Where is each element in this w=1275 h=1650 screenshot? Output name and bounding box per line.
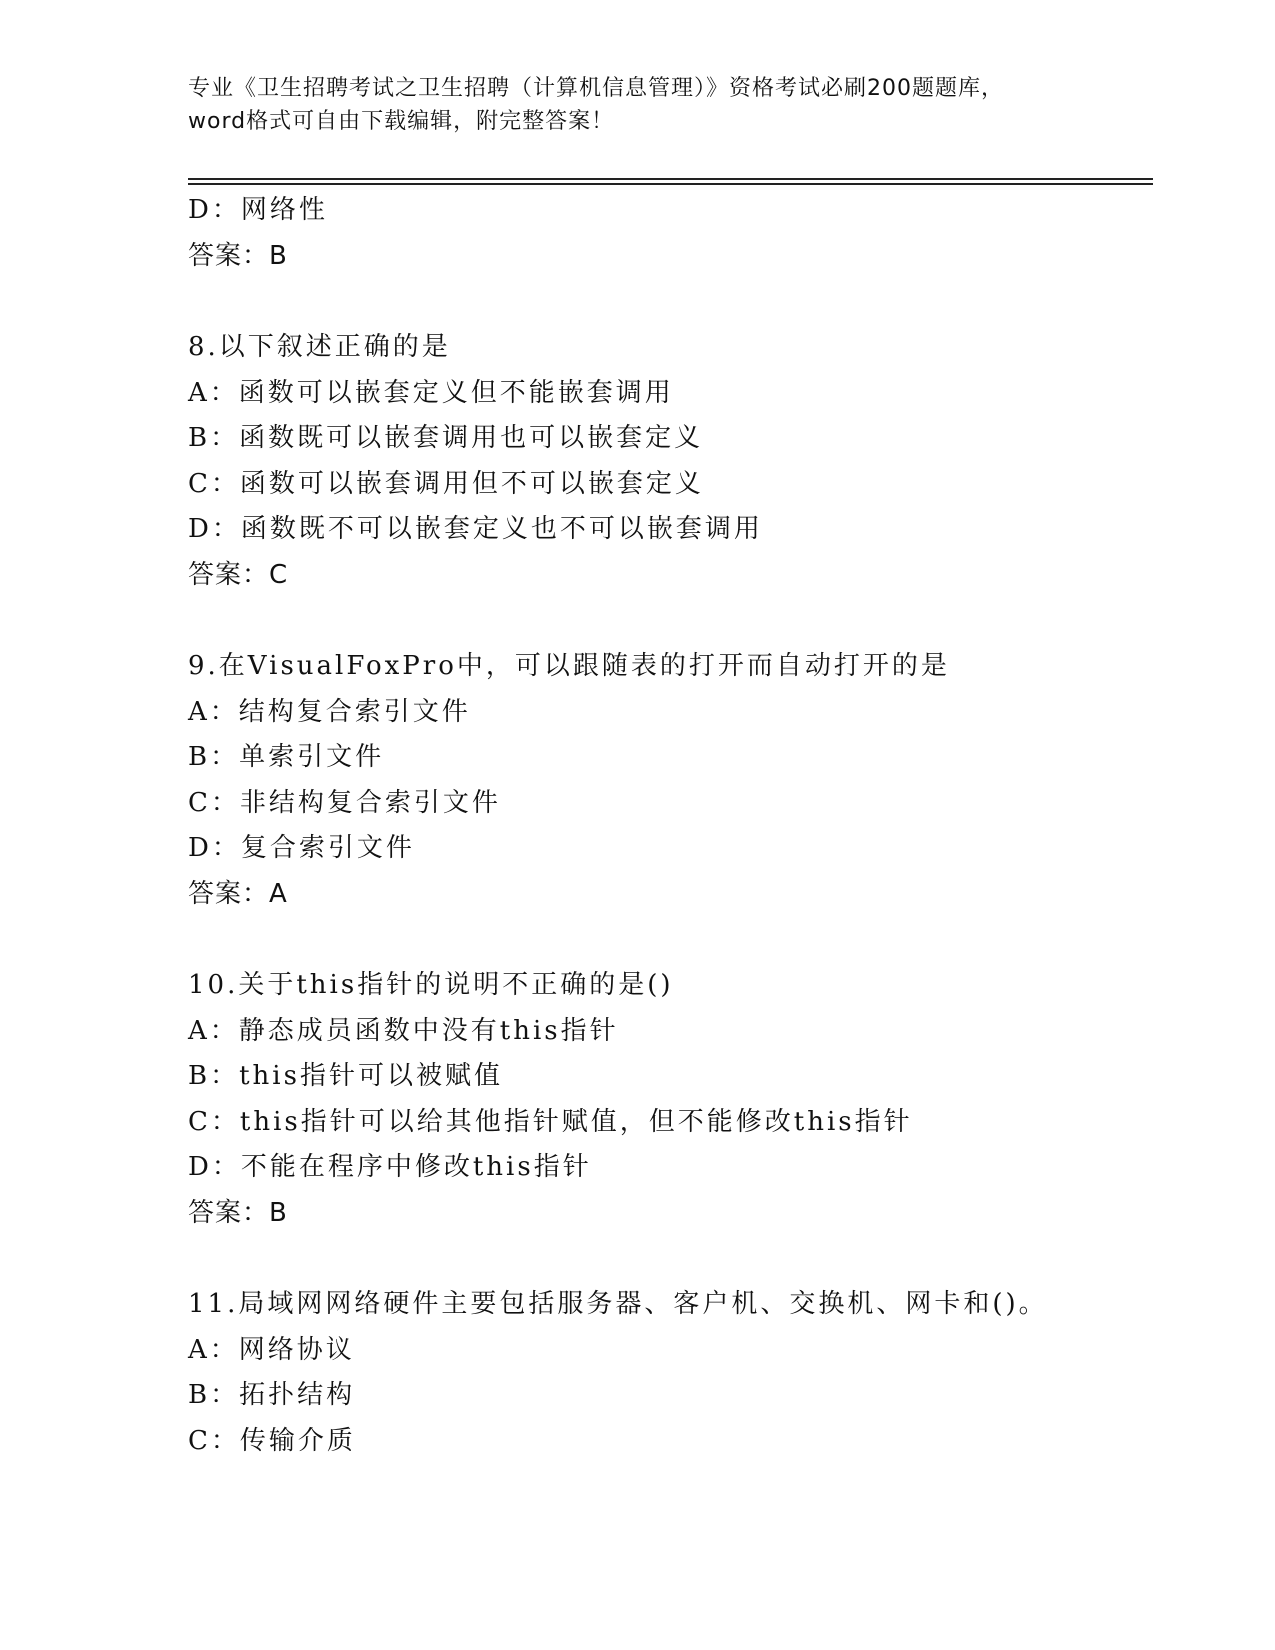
question-8-option-a: A：函数可以嵌套定义但不能嵌套调用 [188, 377, 674, 408]
question-11-option-c: C：传输介质 [188, 1425, 356, 1456]
question-8-option-c: C：函数可以嵌套调用但不可以嵌套定义 [188, 468, 704, 499]
question-10: 10.关于this指针的说明不正确的是() [188, 970, 674, 1000]
question-9-answer: 答案：A [188, 878, 288, 909]
spacer [188, 1236, 1148, 1282]
header-line-1: 专业《卫生招聘考试之卫生招聘（计算机信息管理）》资格考试必刷200题题库， [188, 76, 1004, 101]
question-9-option-a: A：结构复合索引文件 [188, 696, 471, 727]
question-10-option-c: C：this指针可以给其他指针赋值，但不能修改this指针 [188, 1106, 913, 1137]
document-header [188, 72, 1088, 138]
spacer [188, 598, 1148, 644]
question-8-option-b: B：函数既可以嵌套调用也可以嵌套定义 [188, 423, 704, 453]
option-d: D：网络性 [188, 195, 328, 225]
question-list [188, 188, 1148, 1464]
question-9-option-b: B：单索引文件 [188, 742, 385, 772]
header-line-2: word格式可自由下载编辑，附完整答案！ [188, 109, 615, 134]
question-11-option-b: B：拓扑结构 [188, 1380, 356, 1410]
header-divider-top [188, 178, 1153, 180]
question-9-option-c: C：非结构复合索引文件 [188, 787, 501, 818]
spacer [188, 917, 1148, 963]
question-8-answer: 答案：C [188, 559, 289, 590]
question-9-option-d: D：复合索引文件 [188, 833, 415, 863]
question-10-option-d: D：不能在程序中修改this指针 [188, 1152, 592, 1182]
question-11: 11.局域网网络硬件主要包括服务器、客户机、交换机、网卡和()。 [188, 1289, 1048, 1319]
question-11-option-a: A：网络协议 [188, 1334, 355, 1365]
question-8-option-d: D：函数既不可以嵌套定义也不可以嵌套调用 [188, 514, 763, 544]
question-10-option-a: A：静态成员函数中没有this指针 [188, 1015, 619, 1046]
answer: 答案：B [188, 240, 288, 271]
question-10-answer: 答案：B [188, 1197, 288, 1228]
question-10-option-b: B：this指针可以被赋值 [188, 1061, 503, 1091]
question-8: 8.以下叙述正确的是 [188, 332, 451, 362]
spacer [188, 279, 1148, 325]
header-divider-bottom [188, 183, 1153, 185]
question-9: 9.在VisualFoxPro中，可以跟随表的打开而自动打开的是 [188, 651, 950, 681]
